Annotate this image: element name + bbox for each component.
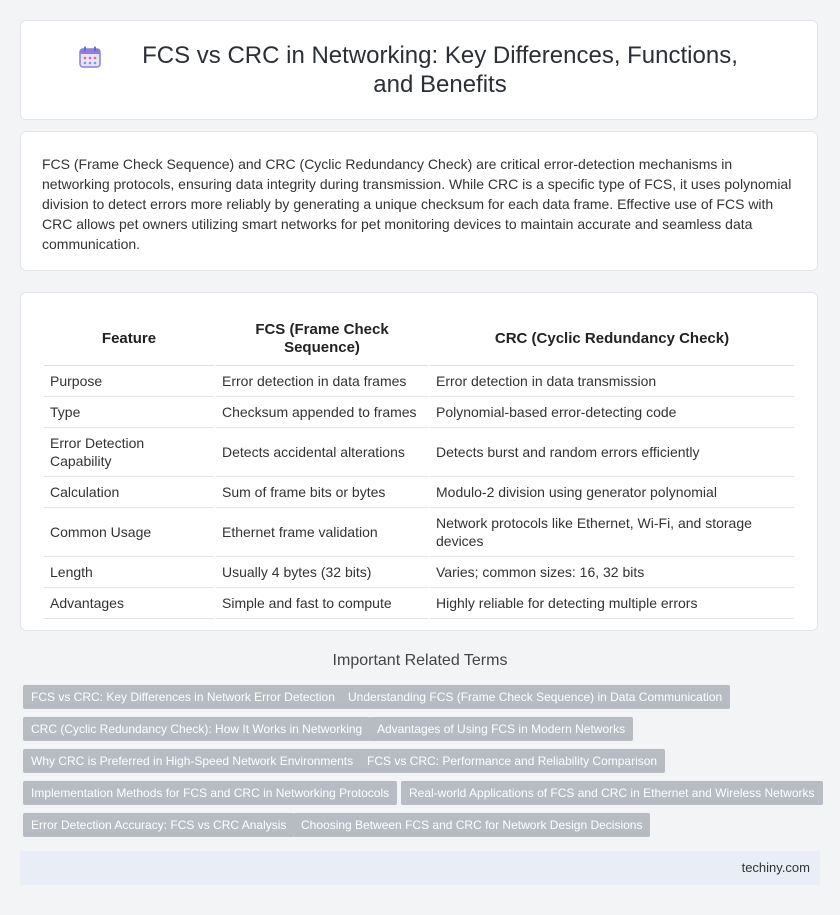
related-term-tag[interactable]: Implementation Methods for FCS and CRC in Networking Protocols [23,781,397,805]
cell-crc: Polynomial-based error-detecting code [430,397,794,428]
related-term-tag[interactable]: CRC (Cyclic Redundancy Check): How It Works in Networking [23,717,370,741]
footer-site-name: techiny.com [741,860,810,875]
cell-fcs: Error detection in data frames [216,366,428,397]
related-term-tag[interactable]: Real-world Applications of FCS and CRC in Ethernet and Wireless Networks [401,781,823,805]
cell-feature: Type [44,397,214,428]
cell-crc: Modulo-2 division using generator polynomial [430,477,794,508]
intro-paragraph: FCS (Frame Check Sequence) and CRC (Cyclic Redundancy Check) are critical error-detection mechanisms in networking protocols, ensuring data integrity during transmission. While CRC is a specific type of FCS, it uses polynomial division to detect errors more reliably by generating a unique checksum for each data frame. Effective use of FCS with CRC allows pet owners utilizing smart networks for pet monitoring devices to maintain accurate and seamless data communication. [42,156,792,252]
page-title: FCS vs CRC in Networking: Key Differences, Functions, and Benefits [142,42,738,98]
cell-fcs: Ethernet frame validation [216,508,428,557]
cell-fcs: Simple and fast to compute [216,588,428,619]
cell-feature: Length [44,557,214,588]
cell-crc: Detects burst and random errors efficiently [430,428,794,477]
cell-feature: Calculation [44,477,214,508]
related-term-tag[interactable]: Error Detection Accuracy: FCS vs CRC Analysis [23,813,294,837]
table-row [44,366,794,397]
cell-crc: Error detection in data transmission [430,366,794,397]
cell-fcs: Detects accidental alterations [216,428,428,477]
related-term-tag[interactable]: Advantages of Using FCS in Modern Networks [369,717,633,741]
related-term-tag[interactable]: Choosing Between FCS and CRC for Network Design Decisions [293,813,650,837]
cell-fcs: Sum of frame bits or bytes [216,477,428,508]
cell-fcs: Usually 4 bytes (32 bits) [216,557,428,588]
table-header-row [44,313,794,366]
header-fcs: FCS (Frame Check Sequence) [216,313,428,366]
calendar-icon [78,45,102,69]
intro-card [20,131,818,271]
header-crc: CRC (Cyclic Redundancy Check) [430,313,794,366]
cell-crc: Varies; common sizes: 16, 32 bits [430,557,794,588]
header-feature: Feature [44,313,214,366]
related-term-tag[interactable]: Why CRC is Preferred in High-Speed Network Environments [23,749,361,773]
comparison-table-card [20,292,818,631]
table-row [44,557,794,588]
cell-feature: Error Detection Capability [44,428,214,477]
cell-feature: Common Usage [44,508,214,557]
related-terms-heading: Important Related Terms [332,652,508,669]
cell-feature: Advantages [44,588,214,619]
table-row [44,477,794,508]
table-row [44,588,794,619]
table-row [44,397,794,428]
footer [20,851,820,885]
cell-crc: Network protocols like Ethernet, Wi-Fi, and storage devices [430,508,794,557]
related-term-tag[interactable]: Understanding FCS (Frame Check Sequence) in Data Communication [340,685,730,709]
cell-fcs: Checksum appended to frames [216,397,428,428]
table-row [44,508,794,557]
table-row [44,428,794,477]
cell-feature: Purpose [44,366,214,397]
cell-crc: Highly reliable for detecting multiple errors [430,588,794,619]
related-term-tag[interactable]: FCS vs CRC: Key Differences in Network Error Detection [23,685,343,709]
title-card [20,20,818,120]
comparison-table [42,313,796,619]
related-term-tag[interactable]: FCS vs CRC: Performance and Reliability Comparison [359,749,665,773]
